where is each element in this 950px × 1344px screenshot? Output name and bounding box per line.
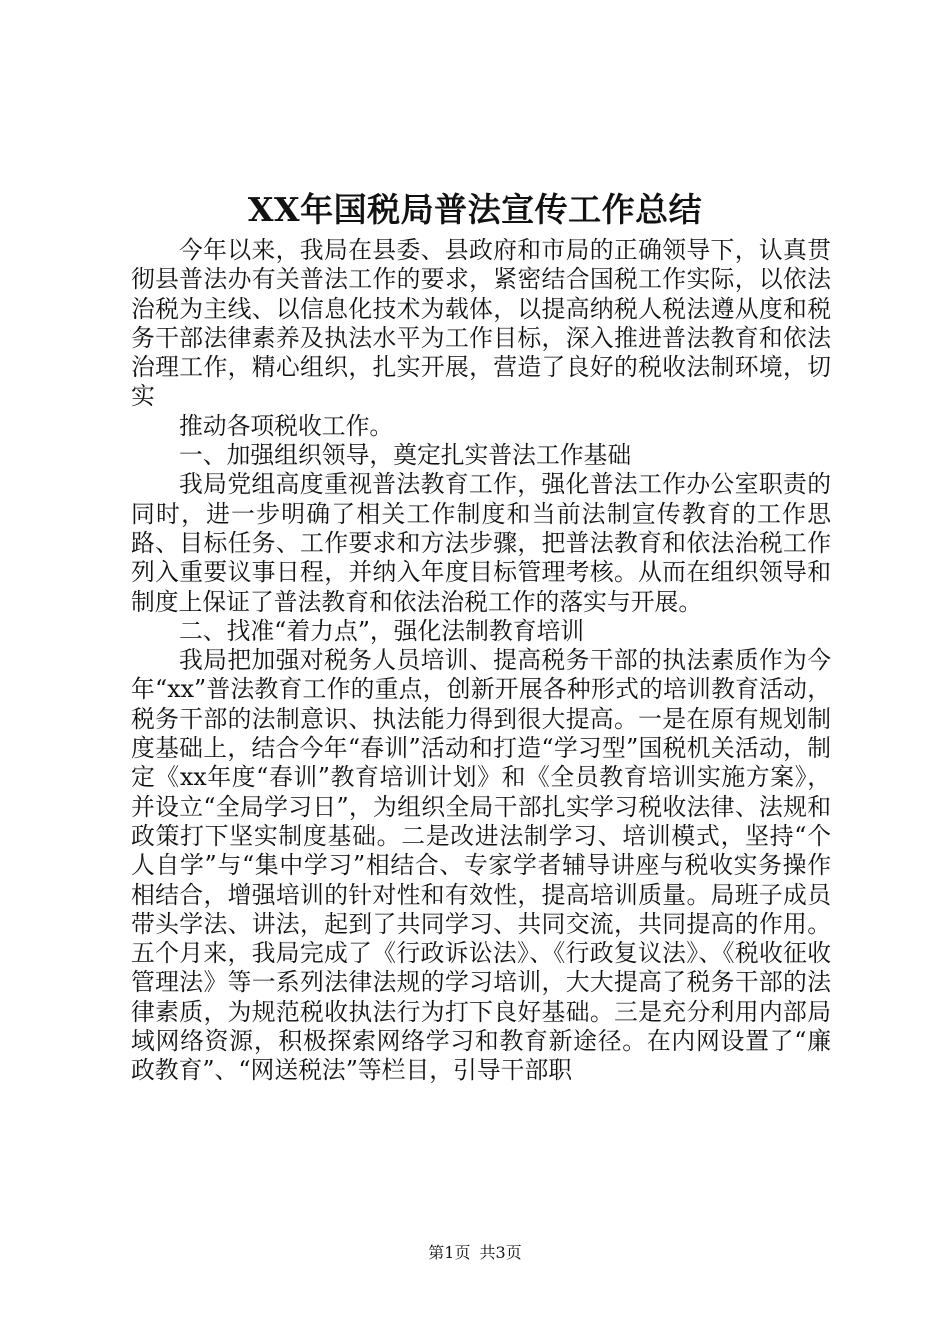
- section-heading-1: 一、加强组织领导，奠定扎实普法工作基础: [179, 441, 632, 470]
- document-body: [131, 236, 831, 1086]
- paragraph-intro: 今年以来，我局在县委、县政府和市局的正确领导下，认真贯彻县普法办有关普法工作的要求，紧密结合国税工作实际，以依法治税为主线、以信息化技术为载体，以提高纳税人税法遵从度和税务干部法律素养及执法水平为工作目标，深入推进普法教育和依法治理工作，精心组织，扎实开展，营造了良好的税收法制环境，切实: [131, 236, 831, 411]
- page-number-footer: 第1页 共3页: [428, 1243, 522, 1262]
- paragraph-section-2: 我局把加强对税务人员培训、提高税务干部的执法素质作为今年“xx”普法教育工作的重点，创新开展各种形式的培训教育活动，税务干部的法制意识、执法能力得到很大提高。一是在原有规划制度基础上，结合今年“春训”活动和打造“学习型”国税机关活动，制定《xx年度“春训”教育培训计划》和《全员教育培训实施方案》，并设立“全局学习日”，为组织全局干部扎实学习税收法律、法规和政策打下坚实制度基础。二是改进法制学习、培训模式，坚持“个人自学”与“集中学习”相结合、专家学者辅导讲座与税收实务操作相结合，增强培训的针对性和有效性，提高培训质量。局班子成员带头学法、讲法，起到了共同学习、共同交流，共同提高的作用。五个月来，我局完成了《行政诉讼法》、《行政复议法》、《税收征收管理法》等一系列法律法规的学习培训，大大提高了税务干部的法律素质，为规范税收执法行为打下良好基础。三是充分利用内部局域网络资源，积极探索网络学习和教育新途径。在内网设置了“廉政教育”、“网送税法”等栏目，引导干部职: [131, 646, 831, 1085]
- paragraph-intro-continued: 推动各项税收工作。: [179, 411, 394, 440]
- section-heading-2: 二、找准“着力点”，强化法制教育培训: [179, 616, 585, 645]
- paragraph-section-1: 我局党组高度重视普法教育工作，强化普法工作办公室职责的同时，进一步明确了相关工作制度和当前法制宣传教育的工作思路、目标任务、工作要求和方法步骤，把普法教育和依法治税工作列入重要议事日程，并纳入年度目标管理考核。从而在组织领导和制度上保证了普法教育和依法治税工作的落实与开展。: [131, 470, 831, 616]
- document-title: XX年国税局普法宣传工作总结: [247, 190, 703, 229]
